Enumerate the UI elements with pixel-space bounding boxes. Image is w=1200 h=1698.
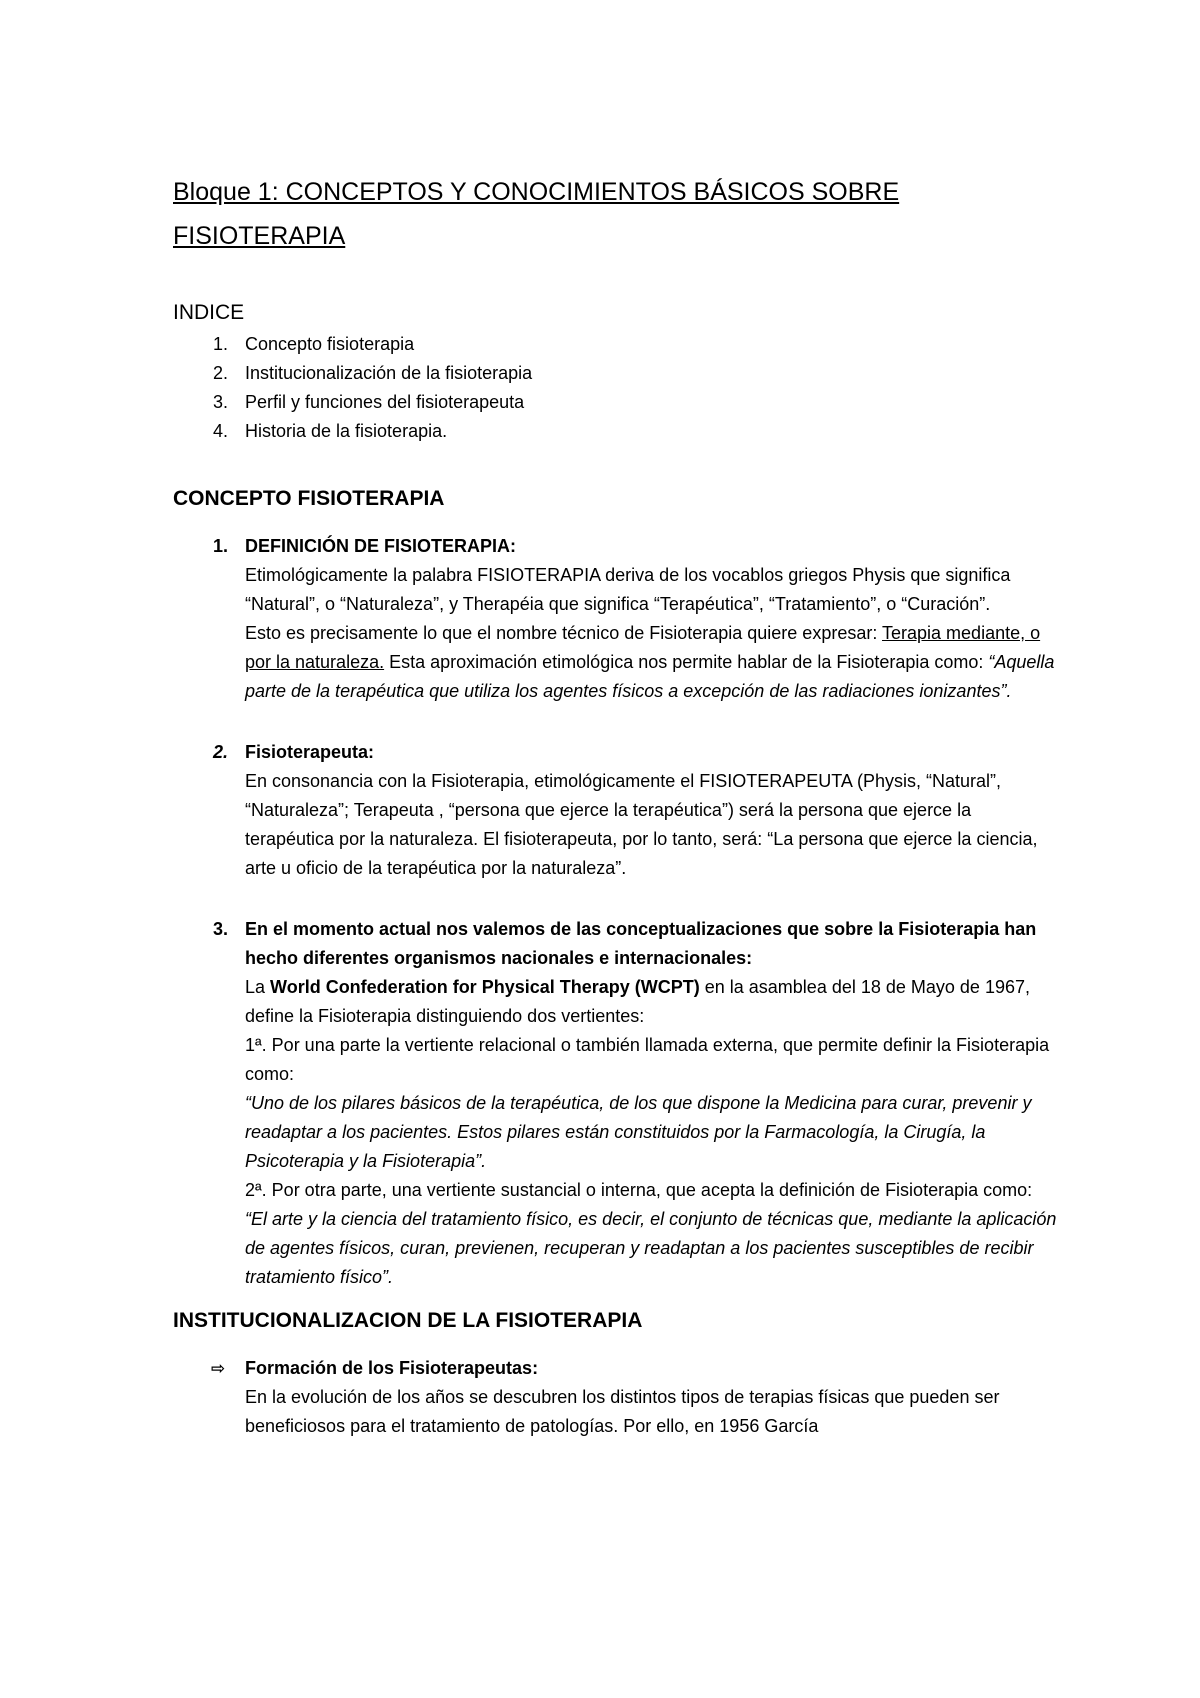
index-item bbox=[173, 330, 1060, 359]
item-heading: Fisioterapeuta: bbox=[245, 742, 375, 762]
text-run: Esta aproximación etimológica nos permite hablar de la Fisioterapia como: bbox=[384, 652, 989, 672]
underlined-text: Terapia mediante, o por la naturaleza. bbox=[245, 623, 1041, 672]
index-number: 4. bbox=[213, 421, 229, 441]
arrow-bullet-icon: ⇨ bbox=[211, 1359, 226, 1378]
item-number: 3. bbox=[213, 919, 229, 939]
formacion-item bbox=[173, 1354, 1060, 1441]
section-heading-institucionalizacion: INSTITUCIONALIZACION DE LA FISIOTERAPIA bbox=[173, 1309, 643, 1332]
index-item bbox=[173, 359, 1060, 388]
organismos-item bbox=[173, 915, 1060, 1292]
italic-quote: “Aquella parte de la terapéutica que utiliza los agentes físicos a excepción de las radiaciones ionizantes”. bbox=[245, 652, 1055, 701]
index-number: 2. bbox=[213, 363, 229, 383]
index-text: Historia de la fisioterapia. bbox=[245, 421, 448, 441]
document-title bbox=[173, 170, 1060, 258]
index-number: 1. bbox=[213, 334, 229, 354]
item-paragraph: 2ª. Por otra parte, una vertiente sustancial o interna, que acepta la definición de Fisioterapia como: bbox=[245, 1180, 1033, 1200]
item-paragraph: Etimológicamente la palabra FISIOTERAPIA deriva de los vocablos griegos Physis que significa “Natural”, o “Naturaleza”, y Therapéia que significa “Terapéutica”, “Tratamiento”, o “Curación”. bbox=[245, 565, 1011, 614]
title-line-2: FISIOTERAPIA bbox=[173, 222, 346, 250]
item-number: 1. bbox=[213, 536, 229, 556]
index-number: 3. bbox=[213, 392, 229, 412]
title-line-1: Bloque 1: CONCEPTOS Y CONOCIMIENTOS BÁSICOS SOBRE bbox=[173, 178, 900, 206]
text-run: Esto es precisamente lo que el nombre técnico de Fisioterapia quiere expresar: bbox=[245, 623, 883, 643]
text-run: La bbox=[245, 977, 271, 997]
italic-quote: “El arte y la ciencia del tratamiento físico, es decir, el conjunto de técnicas que, mediante la aplicación de agentes físicos, curan, previenen, recuperan y readaptan a los pacientes susceptibles de recibir tratamiento físico”. bbox=[245, 1209, 1057, 1287]
item-heading: DEFINICIÓN DE FISIOTERAPIA: bbox=[245, 536, 517, 556]
italic-quote: “Uno de los pilares básicos de la terapéutica, de los que dispone la Medicina para curar, prevenir y readaptar a los pacientes. Estos pilares están constituidos por la Farmacología, la Cirugía, la Psicoterapia y la Fisioterapia”. bbox=[245, 1093, 1032, 1171]
item-number: 2. bbox=[213, 742, 229, 762]
item-paragraph: 1ª. Por una parte la vertiente relacional o también llamada externa, que permite definir la Fisioterapia como: bbox=[245, 1035, 1050, 1084]
index-list bbox=[173, 330, 1060, 446]
fisioterapeuta-item bbox=[173, 738, 1060, 883]
text-run: en la asamblea del 18 de Mayo de 1967, define la Fisioterapia distinguiendo dos vertientes: bbox=[245, 977, 1030, 1026]
item-heading: Formación de los Fisioterapeutas: bbox=[245, 1358, 539, 1378]
bold-text: World Confederation for Physical Therapy (WCPT) bbox=[270, 977, 700, 997]
item-paragraph bbox=[245, 619, 1060, 706]
index-item bbox=[173, 388, 1060, 417]
item-paragraph: En consonancia con la Fisioterapia, etimológicamente el FISIOTERAPEUTA (Physis, “Natural”, “Naturaleza”; Terapeuta , “persona que ejerce la terapéutica”) será la persona que ejerce la terapéutica por la naturaleza. El fisioterapeuta, por lo tanto, será: “La persona que ejerce la ciencia, arte u oficio de la terapéutica por la naturaleza”. bbox=[245, 771, 1038, 878]
index-text: Institucionalización de la fisioterapia bbox=[245, 363, 533, 383]
item-heading: En el momento actual nos valemos de las conceptualizaciones que sobre la Fisioterapia han hecho diferentes organismos nacionales e internacionales: bbox=[245, 919, 1037, 968]
section-heading-concepto: CONCEPTO FISIOTERAPIA bbox=[173, 487, 445, 510]
index-item bbox=[173, 417, 1060, 446]
item-paragraph bbox=[245, 973, 1060, 1031]
item-paragraph: En la evolución de los años se descubren los distintos tipos de terapias físicas que pueden ser beneficiosos para el tratamiento de patologías. Por ello, en 1956 García bbox=[245, 1387, 1000, 1436]
index-label: INDICE bbox=[173, 301, 245, 324]
index-text: Concepto fisioterapia bbox=[245, 334, 415, 354]
index-text: Perfil y funciones del fisioterapeuta bbox=[245, 392, 525, 412]
definition-item bbox=[173, 532, 1060, 706]
